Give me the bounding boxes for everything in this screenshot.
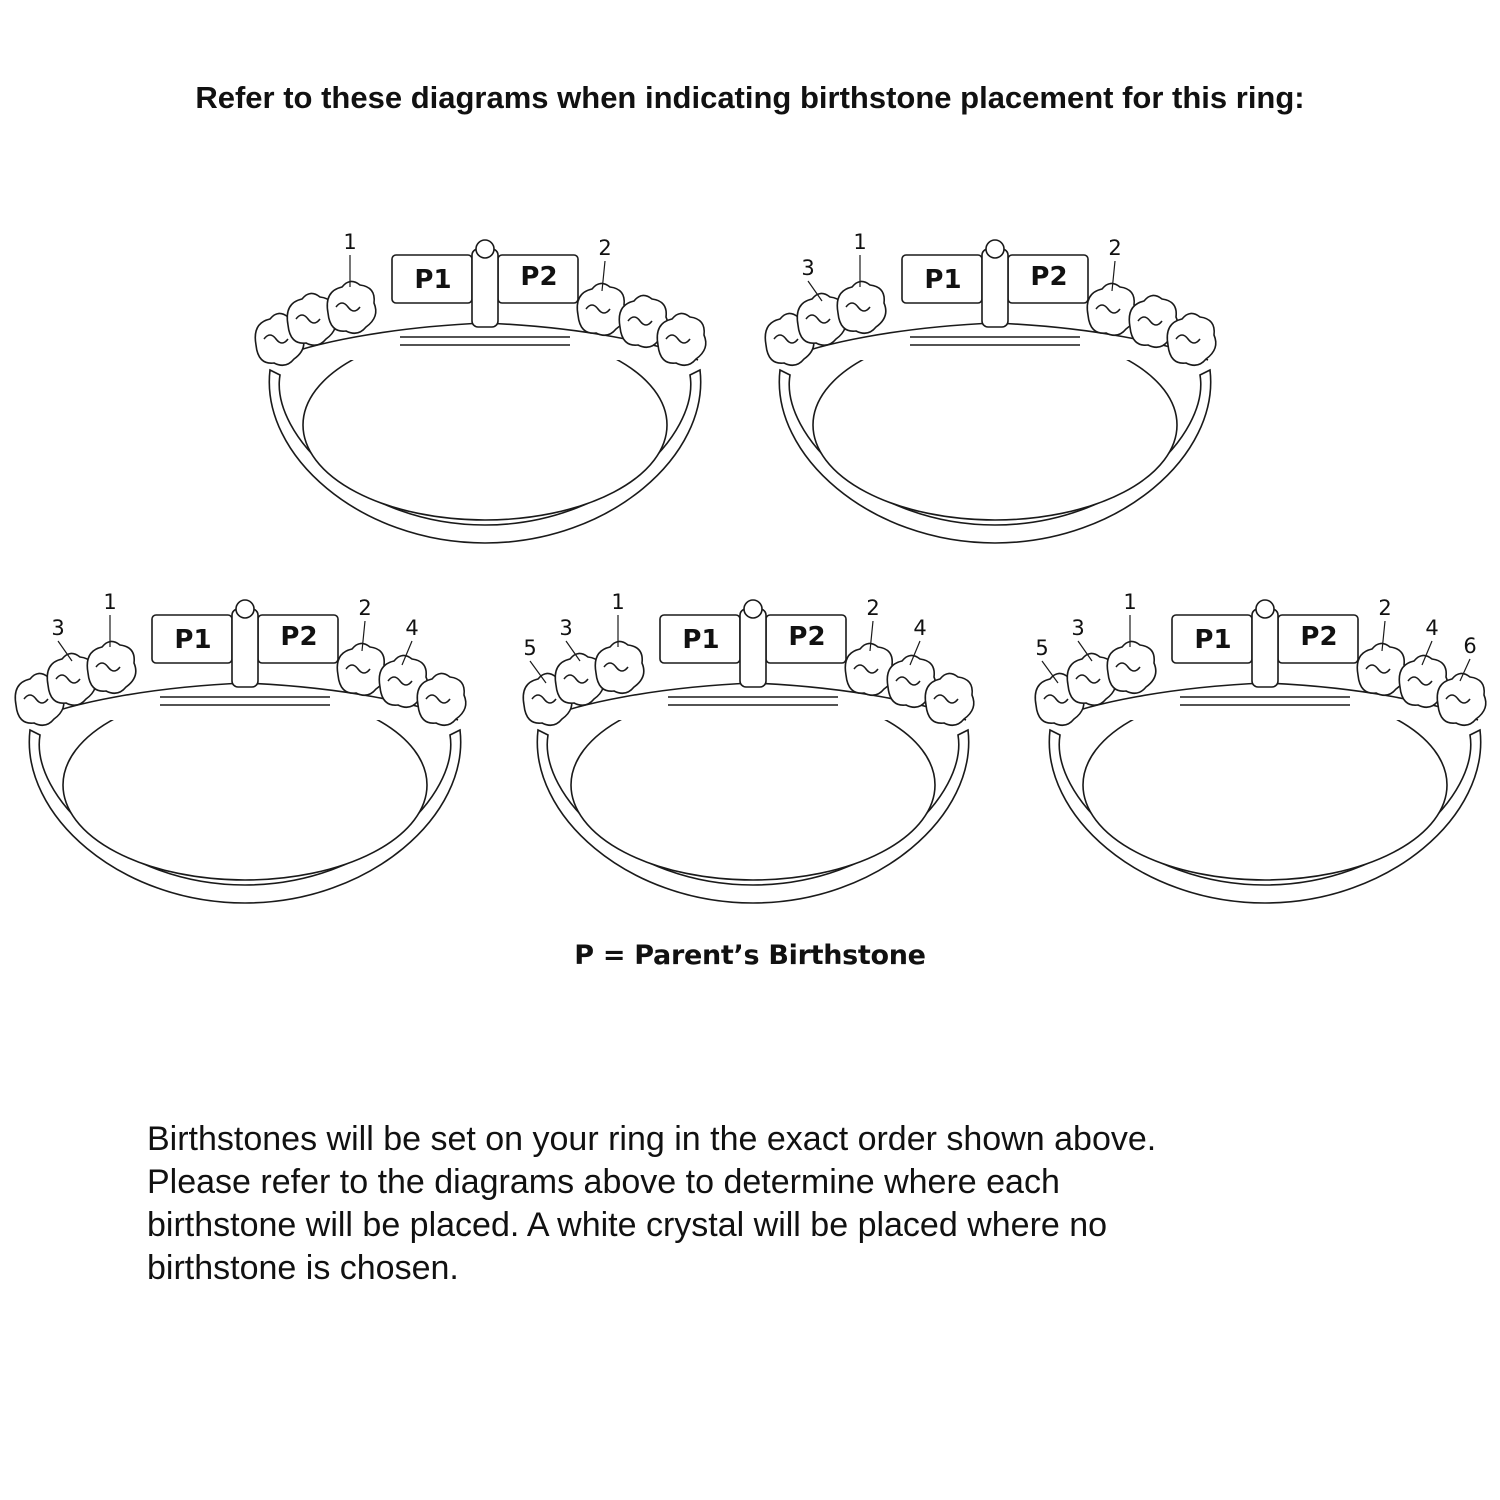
center-post: [232, 609, 258, 687]
parent-label: P1: [924, 265, 962, 295]
center-post-cap: [476, 240, 494, 258]
stone-number-label: 1: [103, 590, 117, 614]
stone-number-label: 3: [559, 616, 573, 640]
parent-label: P1: [414, 265, 452, 295]
parent-label: P1: [1194, 625, 1232, 655]
parent-label: P1: [682, 625, 720, 655]
ring-diagram-1: [250, 225, 720, 565]
center-post: [740, 609, 766, 687]
stone-number-label: 5: [523, 636, 537, 660]
center-post: [982, 249, 1008, 327]
ring-diagram-4: [518, 585, 988, 925]
stone-number-label: 1: [1123, 590, 1137, 614]
center-post: [472, 249, 498, 327]
center-post: [1252, 609, 1278, 687]
center-post-cap: [986, 240, 1004, 258]
ring-diagram-2: [760, 225, 1230, 565]
stone-number-label: 3: [51, 616, 65, 640]
stone-number-label: 1: [853, 230, 867, 254]
stone-number-label: 4: [1425, 616, 1439, 640]
stone-number-label: 2: [866, 596, 880, 620]
center-post-cap: [1256, 600, 1274, 618]
note-line: birthstone is chosen.: [147, 1249, 459, 1287]
parent-label: P2: [280, 622, 318, 652]
ring-diagram-3: [10, 585, 480, 925]
note-line: Please refer to the diagrams above to determine where each: [147, 1163, 1060, 1201]
parent-label: P2: [520, 262, 558, 292]
stone-number-label: 2: [358, 596, 372, 620]
note-line: birthstone will be placed. A white crystal will be placed where no: [147, 1206, 1108, 1244]
ring-diagram-5: [1030, 585, 1500, 925]
parent-label: P2: [1300, 622, 1338, 652]
stone-number-label: 4: [913, 616, 927, 640]
center-post-cap: [744, 600, 762, 618]
stone-number-label: 3: [1071, 616, 1085, 640]
stone-number-label: 4: [405, 616, 419, 640]
stone-number-label: 5: [1035, 636, 1049, 660]
stone-number-label: 3: [801, 256, 815, 280]
parent-label: P1: [174, 625, 212, 655]
note-line: Birthstones will be set on your ring in the exact order shown above.: [147, 1120, 1157, 1158]
stone-number-label: 2: [598, 236, 612, 260]
stone-number-label: 1: [611, 590, 625, 614]
parent-label: P2: [1030, 262, 1068, 292]
page-title: Refer to these diagrams when indicating birthstone placement for this ring:: [195, 80, 1305, 115]
placement-note: [147, 1118, 1407, 1290]
legend-text: P = Parent’s Birthstone: [574, 940, 926, 971]
parent-label: P2: [788, 622, 826, 652]
stone-number-label: 2: [1378, 596, 1392, 620]
stone-number-label: 6: [1463, 634, 1477, 658]
center-post-cap: [236, 600, 254, 618]
stone-number-label: 2: [1108, 236, 1122, 260]
stone-number-label: 1: [343, 230, 357, 254]
